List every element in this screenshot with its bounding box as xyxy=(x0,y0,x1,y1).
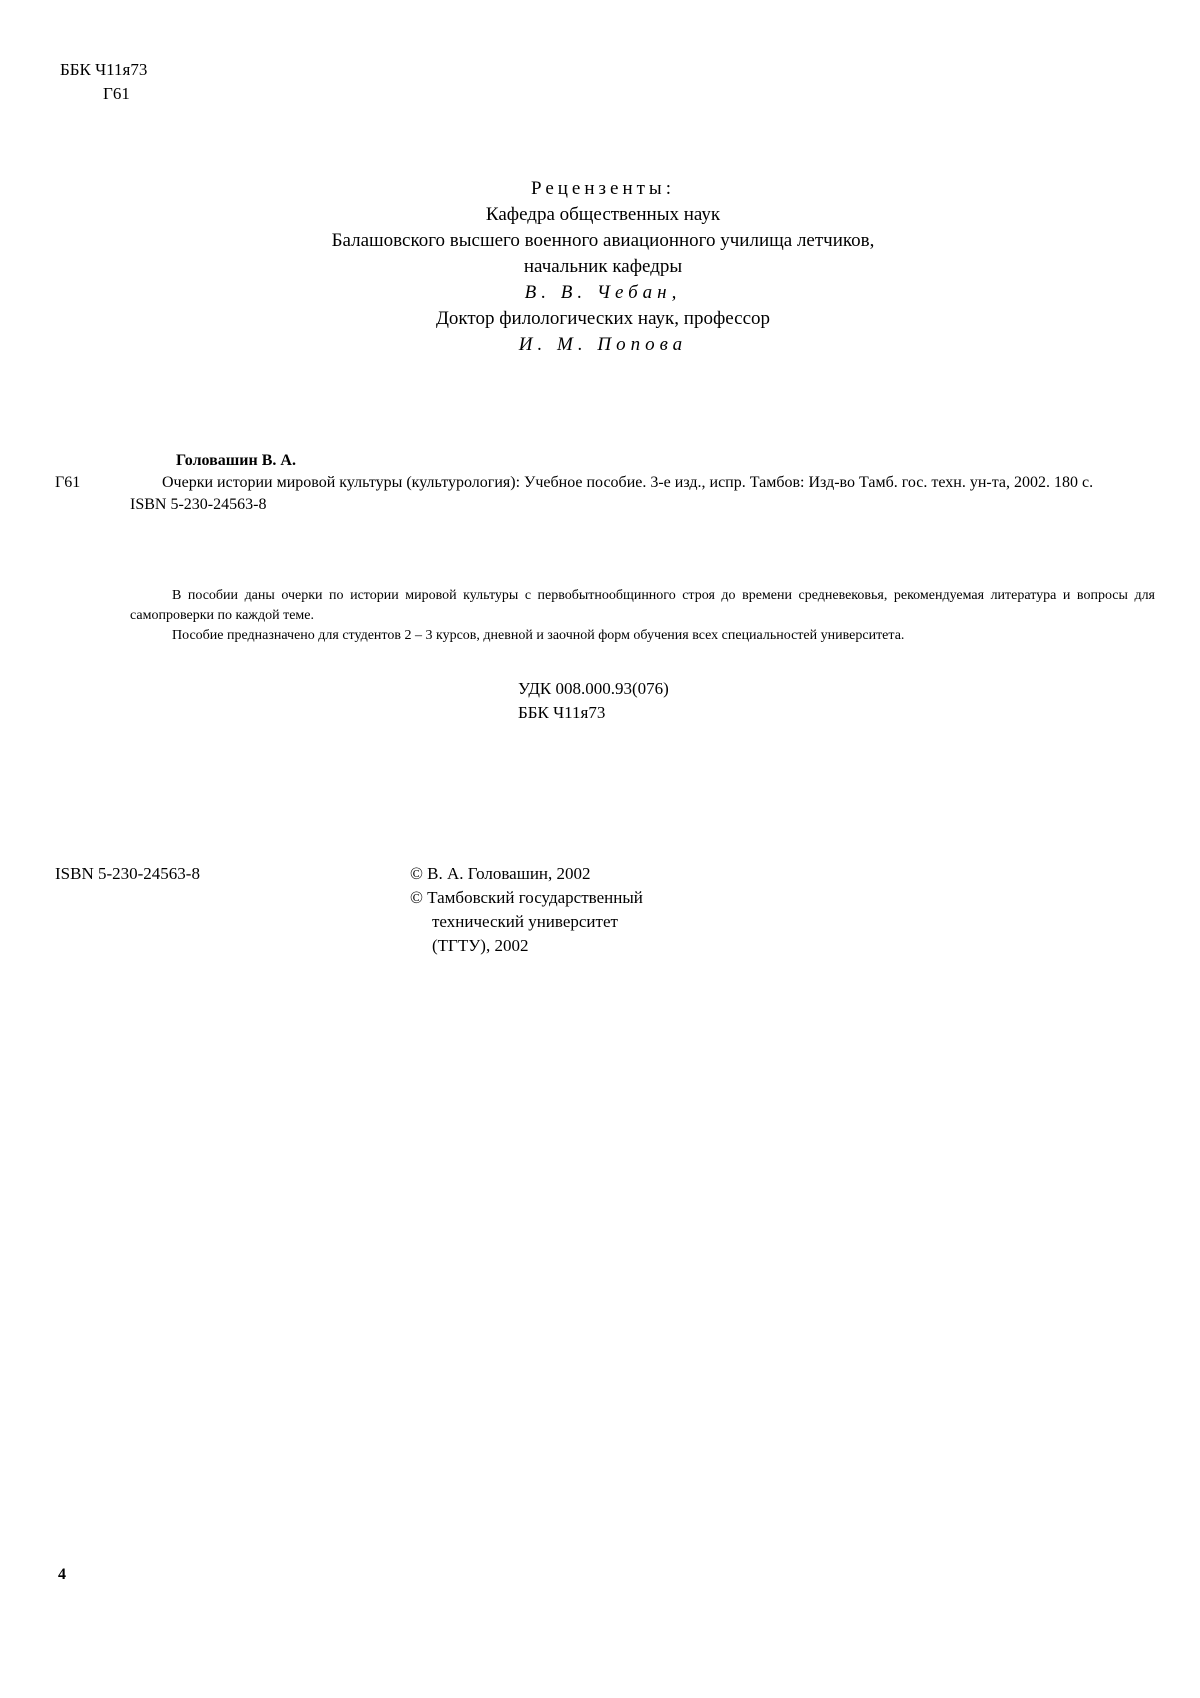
reviewer-name: И. М. Попова xyxy=(518,334,688,355)
catalog-code: Г61 xyxy=(55,474,81,491)
copyright-block xyxy=(410,862,643,958)
bibliographic-record xyxy=(130,472,1155,516)
copyright-author: © В. А. Головашин, 2002 xyxy=(410,864,591,883)
reviewer-org-line: Балашовского высшего военного авиационного училища летчиков, xyxy=(331,230,875,251)
copyright-university-cont: технический университет xyxy=(432,912,618,931)
isbn-footer: ISBN 5-230-24563-8 xyxy=(55,864,200,883)
author-name: Головашин В. А. xyxy=(176,452,296,469)
classification-codes xyxy=(518,677,669,725)
reviewer-position: начальник кафедры xyxy=(523,256,683,277)
isbn-record: ISBN 5-230-24563-8 xyxy=(130,496,267,513)
reviewers-block xyxy=(200,176,1006,358)
abstract-paragraph: В пособии даны очерки по истории мировой культуры с первобытнообщинного строя до времени средневековья, рекомендуемая литература и вопросы для самопроверки по каждой теме. xyxy=(130,588,1155,623)
reviewer-org-line: Кафедра общественных наук xyxy=(485,204,721,225)
abstract xyxy=(130,586,1155,646)
copyright-university-cont: (ТГТУ), 2002 xyxy=(432,936,529,955)
udk-code: УДК 008.000.93(076) xyxy=(518,679,669,698)
reviewer-degree: Доктор филологических наук, профессор xyxy=(435,308,771,329)
bbk-code: ББК Ч11я73 xyxy=(518,703,606,722)
reviewers-heading: Рецензенты: xyxy=(531,178,675,199)
page-number: 4 xyxy=(58,1566,66,1583)
author-mark-top: Г61 xyxy=(103,84,130,103)
bbk-code-top: ББК Ч11я73 xyxy=(60,60,148,79)
abstract-paragraph: Пособие предназначено для студентов 2 – 3 курсов, дневной и заочной форм обучения всех специальностей университета. xyxy=(172,628,905,643)
copyright-university: © Тамбовский государственный xyxy=(410,888,643,907)
bibliographic-description: Очерки истории мировой культуры (культурология): Учебное пособие. 3-е изд., испр. Тамбов: Изд-во Тамб. гос. техн. ун-та, 2002. 180 с. xyxy=(162,474,1094,491)
reviewer-name: В. В. Чебан, xyxy=(524,282,682,303)
